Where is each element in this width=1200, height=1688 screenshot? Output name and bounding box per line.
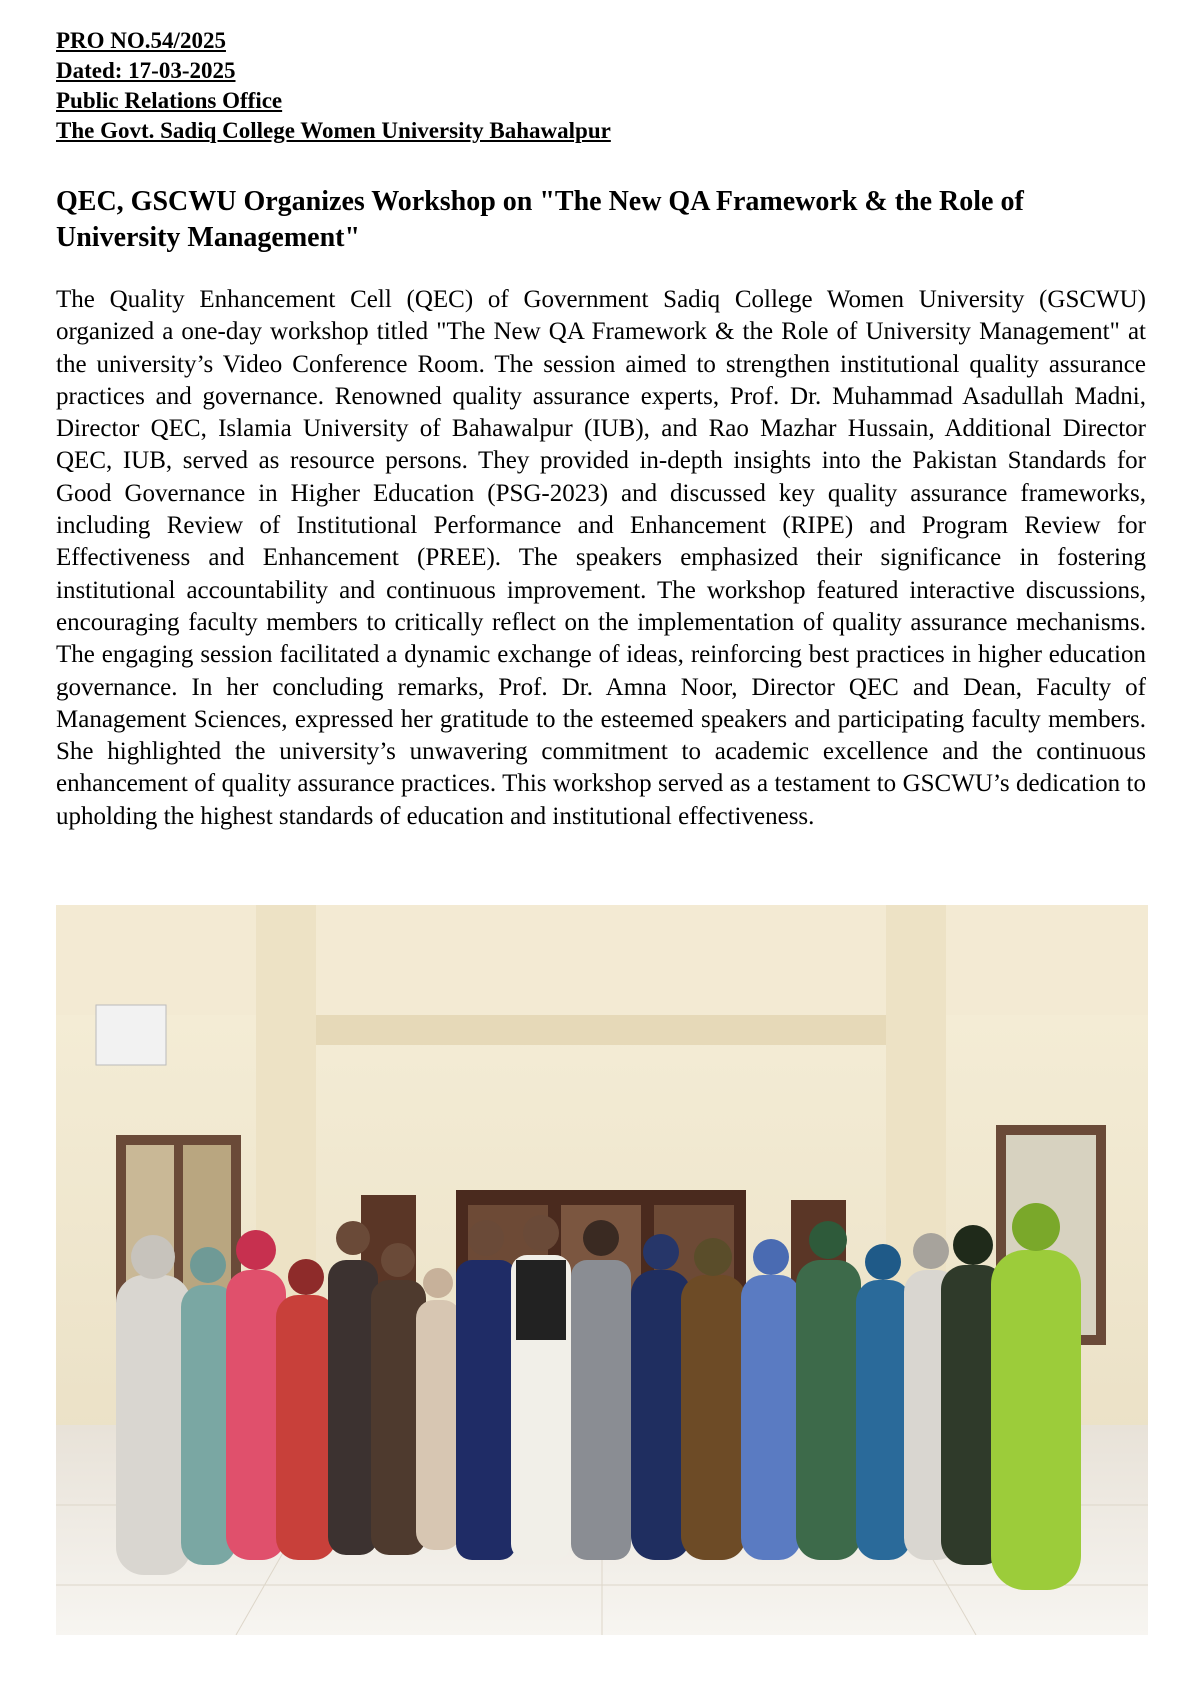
person bbox=[571, 1220, 631, 1560]
release-date: Dated: 17-03-2025 bbox=[56, 58, 236, 83]
person bbox=[796, 1221, 861, 1560]
person bbox=[328, 1221, 378, 1555]
article-body: The Quality Enhancement Cell (QEC) of Government Sadiq College Women University (GSCWU) organized a one-day workshop titled "The New QA Framework & the Role of University Management" at the university’s Video Conference Room. The session aimed to strengthen institutional quality assurance practices and governance. Renowned quality assurance experts, Prof. Dr. Muhammad Asadullah Madni, Director QEC, Islamia University of Bahawalpur (IUB), and Rao Mazhar Hussain, Additional Director QEC, IUB, served as resource persons. They provided in-depth insights into the Pakistan Standards for Good Governance in Higher Education (PSG-2023) and discussed key quality assurance frameworks, including Review of Institutional Performance and Enhancement (RIPE) and Program Review for Effectiveness and Enhancement (PREE). The speakers emphasized their significance in fostering institutional accountability and continuous improvement. The workshop featured interactive discussions, encouraging faculty members to critically reflect on the implementation of quality assurance mechanisms. The engaging session facilitated a dynamic exchange of ideas, reinforcing best practices in higher education governance. In her concluding remarks, Prof. Dr. Amna Noor, Director QEC and Dean, Faculty of Management Sciences, expressed her gratitude to the esteemed speakers and participating faculty members. She highlighted the university’s unwavering commitment to academic excellence and the continuous enhancement of quality assurance practices. This workshop served as a testament to GSCWU’s dedication to upholding the highest standards of education and institutional effectiveness. bbox=[56, 286, 1146, 830]
person bbox=[276, 1259, 336, 1560]
person bbox=[116, 1235, 191, 1575]
ceiling bbox=[56, 905, 1148, 1015]
article-headline: QEC, GSCWU Organizes Workshop on "The New QA Framework & the Role of University Management" bbox=[56, 186, 1024, 253]
press-release-header bbox=[56, 26, 611, 146]
person bbox=[741, 1239, 801, 1560]
group-photo-illustration bbox=[56, 905, 1148, 1635]
person bbox=[456, 1220, 516, 1560]
person bbox=[416, 1268, 461, 1550]
person bbox=[991, 1203, 1081, 1590]
group-photo bbox=[56, 905, 1148, 1635]
person bbox=[511, 1215, 571, 1560]
person bbox=[681, 1238, 746, 1560]
pro-number: PRO NO.54/2025 bbox=[56, 28, 226, 53]
person bbox=[856, 1244, 911, 1560]
office-name: Public Relations Office bbox=[56, 88, 283, 113]
institution-name: The Govt. Sadiq College Women University Bahawalpur bbox=[56, 118, 611, 143]
people-group bbox=[116, 1203, 1081, 1590]
ac-unit bbox=[96, 1005, 166, 1065]
ceiling-beam bbox=[306, 1015, 896, 1045]
